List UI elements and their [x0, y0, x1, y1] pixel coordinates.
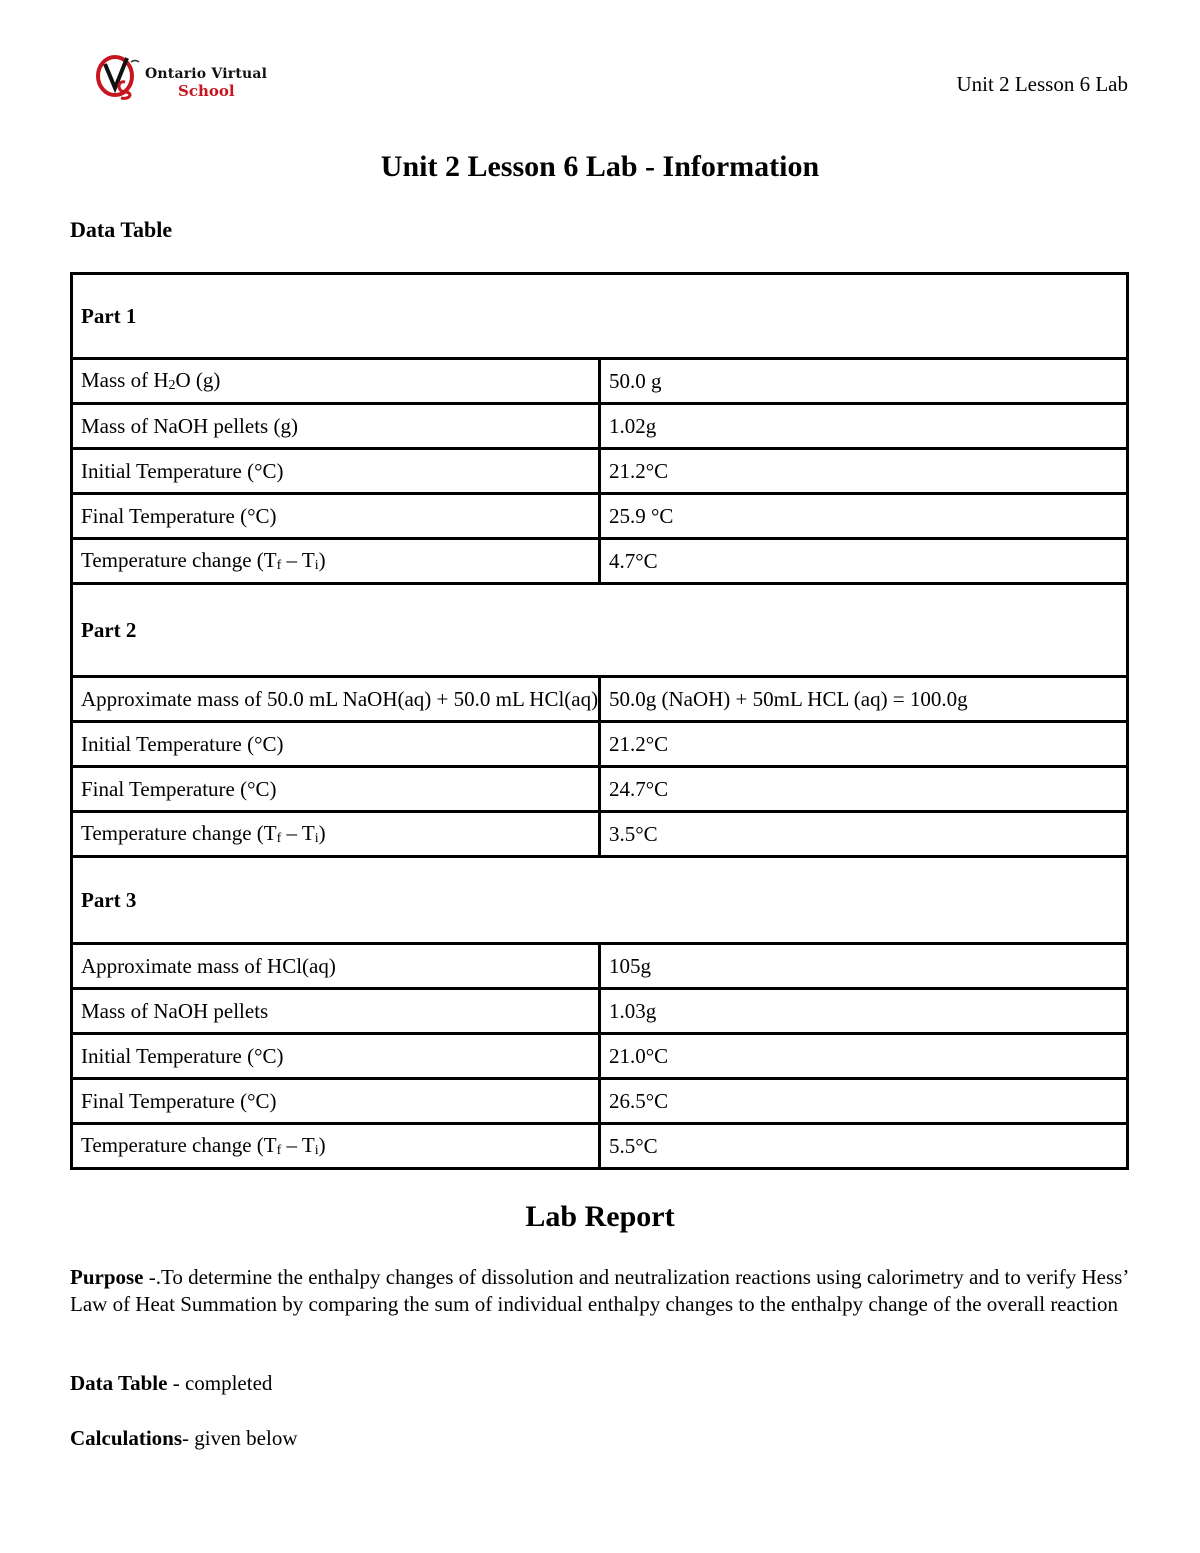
row-value: 21.0°C: [600, 1034, 1128, 1079]
row-value: 3.5°C: [600, 812, 1128, 857]
row-value: 21.2°C: [600, 722, 1128, 767]
calculations-line: [70, 1426, 298, 1451]
purpose-label: Purpose: [70, 1265, 144, 1289]
logo-text-school: School: [178, 82, 235, 100]
table-row: [72, 989, 1128, 1034]
data-table-status-label: Data Table: [70, 1371, 168, 1395]
row-value: 25.9 °C: [600, 494, 1128, 539]
calculations-label: Calculations: [70, 1426, 183, 1450]
data-table-heading: Data Table: [70, 217, 173, 242]
row-value: 4.7°C: [600, 539, 1128, 584]
row-value: 105g: [600, 944, 1128, 989]
table-row: [72, 1079, 1128, 1124]
school-logo: [95, 52, 275, 104]
row-label: Mass of NaOH pellets: [72, 989, 600, 1034]
row-value: 21.2°C: [600, 449, 1128, 494]
table-row: [72, 494, 1128, 539]
row-value: 50.0 g: [600, 359, 1128, 404]
row-value: 26.5°C: [600, 1079, 1128, 1124]
table-row: [72, 1034, 1128, 1079]
part-2-header-row: [72, 584, 1128, 677]
table-row: [72, 812, 1128, 857]
row-label: Approximate mass of 50.0 mL NaOH(aq) + 50.0 mL HCl(aq): [72, 677, 600, 722]
part-3-header-row: [72, 857, 1128, 944]
table-row: [72, 1124, 1128, 1169]
logo-monogram-icon: [95, 52, 143, 102]
calculations-text: - given below: [182, 1426, 298, 1450]
table-row: [72, 722, 1128, 767]
row-label: Initial Temperature (°C): [72, 1034, 600, 1079]
table-row: [72, 404, 1128, 449]
table-row: [72, 677, 1128, 722]
data-table-status-text: - completed: [167, 1371, 273, 1395]
lab-report-title: Lab Report: [525, 1200, 675, 1233]
row-label: Initial Temperature (°C): [72, 449, 600, 494]
logo-text-ontario: Ontario Virtual: [145, 66, 268, 82]
part-3-label: Part 3: [72, 857, 1128, 944]
purpose-paragraph: [70, 1264, 1130, 1318]
row-label: Final Temperature (°C): [72, 1079, 600, 1124]
row-label: Temperature change $(T_f - T_i)$: [72, 1124, 600, 1169]
data-table-status: [70, 1371, 272, 1396]
table-row: [72, 767, 1128, 812]
row-value: 1.02g: [600, 404, 1128, 449]
part-2-label: Part 2: [72, 584, 1128, 677]
purpose-text: -.To determine the enthalpy changes of dissolution and neutralization reactions using calorimetry and to verify Hess’ Law of Heat Summation by comparing the sum of individual enthalpy changes to the enthalpy change of the overall reaction: [70, 1265, 1128, 1316]
running-header: Unit 2 Lesson 6 Lab: [956, 72, 1128, 96]
row-label: Temperature change $(T_f - T_i)$: [72, 539, 600, 584]
data-table: [70, 272, 1129, 1170]
table-row: [72, 539, 1128, 584]
table-row: [72, 359, 1128, 404]
row-label: Approximate mass of HCl(aq): [72, 944, 600, 989]
row-label: Mass of NaOH pellets (g): [72, 404, 600, 449]
table-row: [72, 944, 1128, 989]
row-label: Initial Temperature (°C): [72, 722, 600, 767]
row-label: Temperature change $(T_f - T_i)$: [72, 812, 600, 857]
table-row: [72, 449, 1128, 494]
row-label: Final Temperature (°C): [72, 494, 600, 539]
part-1-label: Part 1: [72, 274, 1128, 359]
row-value: 1.03g: [600, 989, 1128, 1034]
row-value: 24.7°C: [600, 767, 1128, 812]
row-label: Final Temperature (°C): [72, 767, 600, 812]
row-label: Mass of $H_2O$ (g): [72, 359, 600, 404]
part-1-header-row: [72, 274, 1128, 359]
page-title: Unit 2 Lesson 6 Lab - Information: [380, 150, 820, 183]
row-value: 50.0g (NaOH) + 50mL HCL (aq) = 100.0g: [600, 677, 1128, 722]
row-value: 5.5°C: [600, 1124, 1128, 1169]
